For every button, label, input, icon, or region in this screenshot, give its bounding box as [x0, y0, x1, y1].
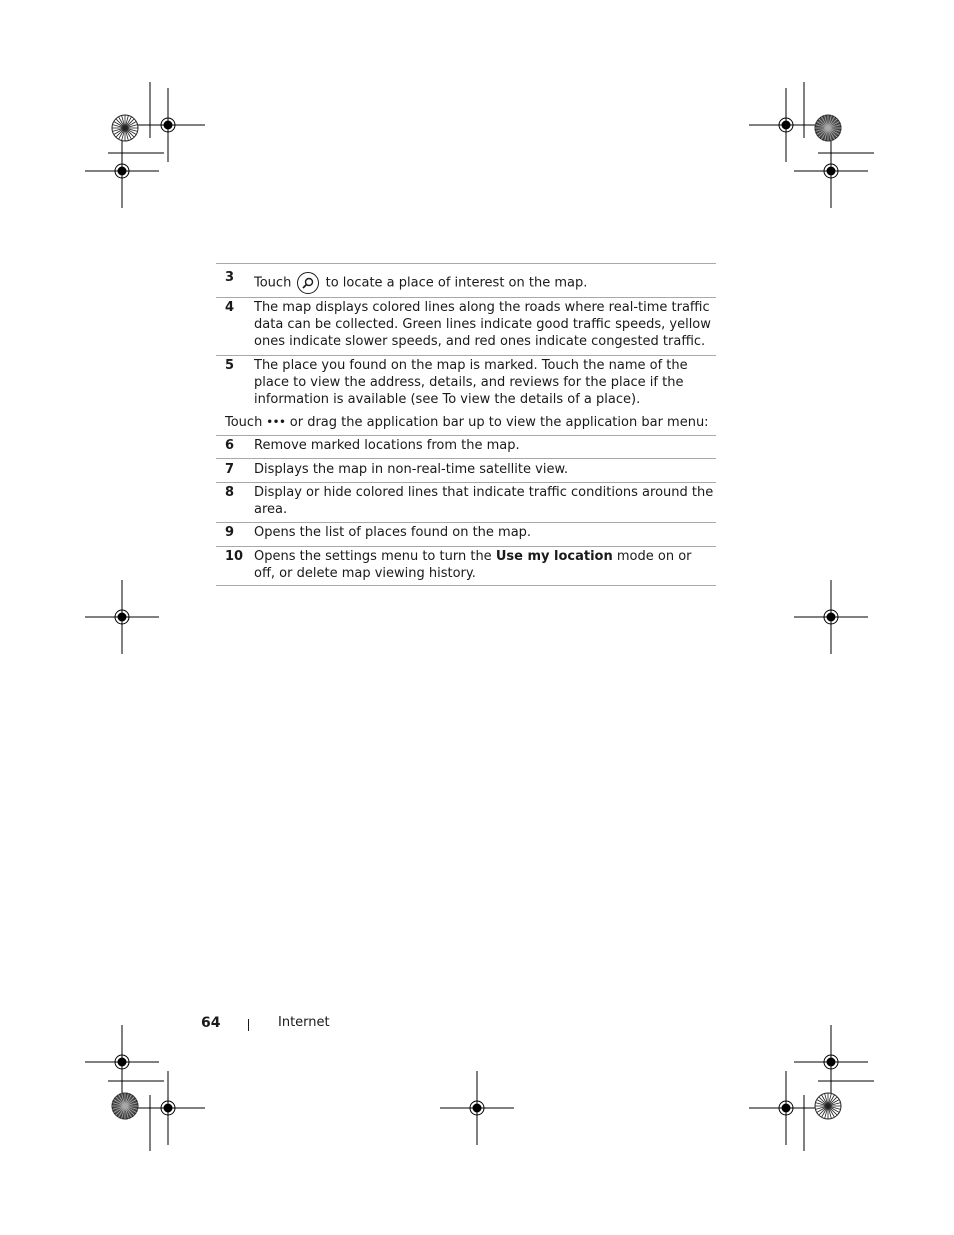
page-number: 64 [201, 1015, 221, 1031]
more-dots-icon: ••• [266, 417, 286, 428]
search-icon [297, 272, 319, 294]
step-number: 3 [225, 270, 235, 285]
step-description [254, 269, 716, 297]
table-row [216, 458, 716, 482]
footer-separator [248, 1019, 249, 1031]
step-text-after: to locate a place of interest on the map. [325, 275, 588, 291]
step-text-after: mode on or off, or delete map viewing history. [254, 549, 692, 581]
step-description [254, 548, 716, 585]
step-number: 9 [225, 525, 235, 540]
table-row [216, 297, 716, 355]
step-number: 7 [225, 462, 235, 477]
section-name: Internet [278, 1015, 330, 1030]
step-number: 10 [225, 549, 244, 564]
step-number: 4 [225, 300, 235, 315]
step-text-before: Opens the settings menu to turn the [254, 549, 492, 564]
intro-text-after: or drag the application bar up to view the application bar menu: [289, 415, 709, 430]
table-row [216, 263, 716, 297]
step-description: The place you found on the map is marked. Touch the name of the place to view the address, details, and reviews for the place if the information is available (see To view the details of a place). [254, 358, 688, 407]
step-description: The map displays colored lines along the roads where real-time traffic data can be collected. Green lines indicate good traffic speeds, yellow ones indicate slower speeds, and red ones indicate congested traffic. [254, 300, 711, 349]
step-number: 8 [225, 485, 235, 500]
table-row [216, 355, 716, 412]
intro-text-before: Touch [225, 415, 263, 430]
step-number: 5 [225, 358, 235, 373]
table-row [216, 522, 716, 546]
setting-name: Use my location [495, 549, 613, 564]
step-description: Opens the list of places found on the map. [254, 525, 532, 540]
table-row [216, 482, 716, 522]
table-row [216, 435, 716, 458]
app-bar-intro [216, 412, 716, 435]
step-number: 6 [225, 438, 235, 453]
step-text-before: Touch [254, 275, 292, 291]
step-description: Remove marked locations from the map. [254, 438, 520, 453]
table-row [216, 546, 716, 586]
step-description: Displays the map in non-real-time satellite view. [254, 462, 569, 477]
steps-table [216, 263, 716, 586]
step-description: Display or hide colored lines that indicate traffic conditions around the area. [254, 485, 714, 517]
